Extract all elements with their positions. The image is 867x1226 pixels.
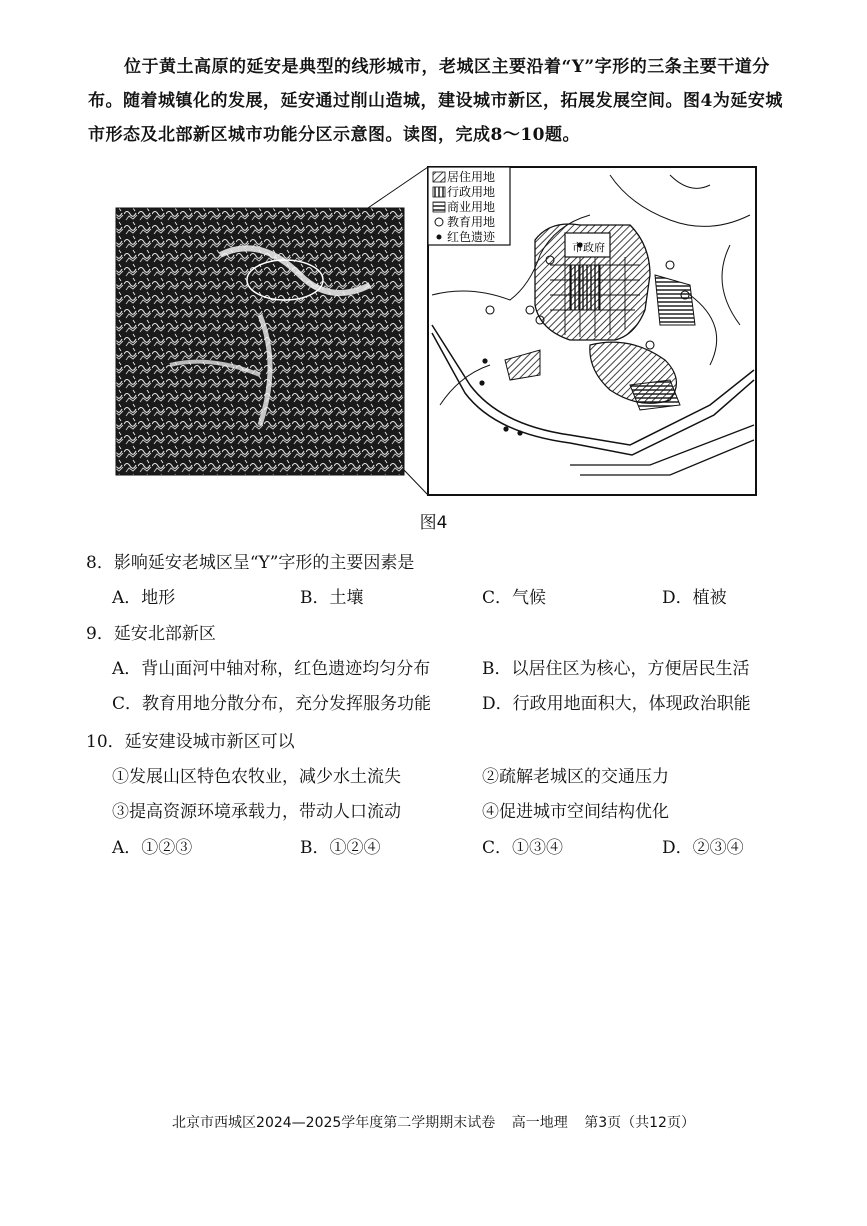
legend-education: 教育用地 xyxy=(447,215,496,229)
map-legend xyxy=(428,167,510,245)
q10-statement-4: ④促进城市空间结构优化 xyxy=(482,802,669,822)
q8-option-d: D．植被 xyxy=(662,588,727,608)
q10-option-c: C．①③④ xyxy=(482,838,564,858)
district-map xyxy=(428,167,756,495)
legend-administrative: 行政用地 xyxy=(447,185,496,199)
q8-option-a: A．地形 xyxy=(112,588,176,608)
legend-red-heritage: 红色遗迹 xyxy=(447,230,496,244)
q10-statement-3: ③提高资源环境承载力，带动人口流动 xyxy=(112,802,401,822)
q8-option-c: C．气候 xyxy=(482,588,547,608)
q10-option-a: A．①②③ xyxy=(112,838,193,858)
zoom-line-top xyxy=(365,167,428,210)
footer-page-number: 第3页（共12页） xyxy=(584,1115,695,1131)
label-city-government: 市政府 xyxy=(572,241,605,254)
terrain-image xyxy=(116,208,404,475)
question-10-stem: 10．延安建设城市新区可以 xyxy=(86,732,295,752)
question-8-stem: 8．影响延安老城区呈“Y”字形的主要因素是 xyxy=(86,553,415,573)
figure-4 xyxy=(110,165,760,505)
footer-exam-title: 北京市西城区2024—2025学年度第二学期期末试卷 xyxy=(172,1115,496,1131)
q8-option-b: B．土壤 xyxy=(300,588,364,608)
figure-caption: 图4 xyxy=(419,513,448,533)
passage: 位于黄土高原的延安是典型的线形城市，老城区主要沿着“Y”字形的三条主要干道分布。随着城镇化的发展，延安通过削山造城，建设城市新区，拓展发展空间。图4为延安城市形态及北部新区城市功能分区示意图。读图，完成8～10题。 xyxy=(88,57,783,145)
question-9-stem: 9．延安北部新区 xyxy=(86,624,216,644)
q10-option-b: B．①②④ xyxy=(300,838,381,858)
q10-option-d: D．②③④ xyxy=(662,838,744,858)
q10-statement-1: ①发展山区特色农牧业，减少水土流失 xyxy=(112,767,401,787)
q9-option-a: A．背山面河中轴对称，红色遗迹均匀分布 xyxy=(112,659,431,679)
legend-residential: 居住用地 xyxy=(447,170,496,184)
legend-commercial: 商业用地 xyxy=(447,200,496,214)
q10-statement-2: ②疏解老城区的交通压力 xyxy=(482,767,669,787)
zoom-line-bottom xyxy=(404,470,428,495)
page-footer xyxy=(0,1112,867,1132)
q9-option-b: B．以居住区为核心，方便居民生活 xyxy=(482,659,750,679)
q9-option-c: C．教育用地分散分布，充分发挥服务功能 xyxy=(112,694,432,714)
footer-subject: 高一地理 xyxy=(511,1115,568,1131)
q9-option-d: D．行政用地面积大，体现政治职能 xyxy=(482,694,751,714)
